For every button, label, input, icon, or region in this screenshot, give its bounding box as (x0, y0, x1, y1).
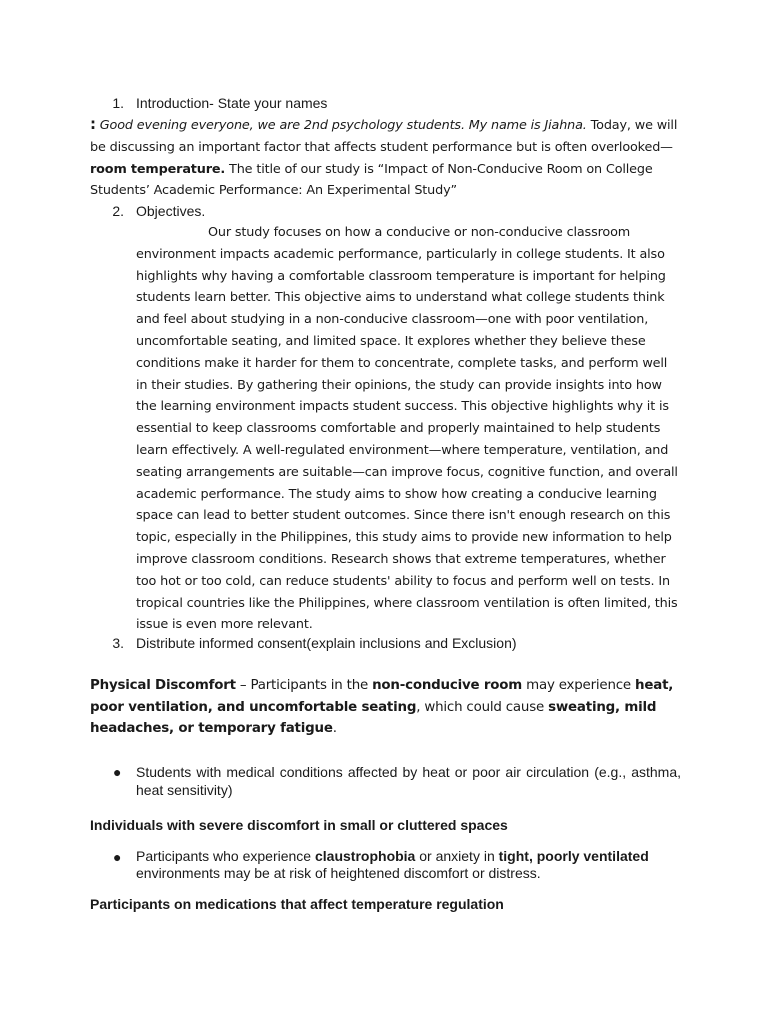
objectives-paragraph (136, 222, 681, 636)
heading-medications: Participants on medications that affect temperature regulation (90, 896, 504, 912)
list-number-1: 1. (112, 95, 124, 111)
physical-text-dash: – Participants in the (235, 678, 373, 693)
intro-colon: : (90, 115, 96, 133)
physical-text-3: . (332, 721, 337, 737)
list-number-3: 3. (112, 635, 124, 651)
bullet-claustrophobia (136, 848, 681, 882)
objectives-text: Our study focuses on how a conducive or non-conducive classroom environment impacts academic performance, particularly in college students. It also highlights why having a comfortable classroom temperature is important for helping students learn better. This objective aims to understand what college students think and feel about studying in a non-conducive classroom—one with poor ventilation, uncomfortable seating, and limited space. It explores whether they believe these conditions make it harder for them to concentrate, complete tasks, and perform well in their studies. By gathering their opinions, the study can provide insights into how the learning environment impacts student success. This objective highlights why it is essential to keep classrooms comfortable and properly maintained to help students learn effectively. A well-regulated environment—where temperature, ventilation, and seating arrangements are suitable—can improve focus, cognitive function, and overall academic performance. The study aims to show how creating a conducive learning space can lead to better student outcomes. Since there isn't enough research on this topic, especially in the Philippines, this study aims to provide new information to help improve classroom conditions. Research shows that extreme temperatures, whether too hot or too cold, can reduce students' ability to focus and perform well on tests. In tropical countries like the Philippines, where classroom ventilation is often limited, this issue is even more relevant. (136, 225, 678, 633)
list-item-introduction: Introduction- State your names (136, 95, 328, 111)
physical-text-2: , which could cause (416, 699, 549, 715)
bullet-2-text-3: environments may be at risk of heightened discomfort or distress. (136, 865, 541, 881)
bullet-icon: ● (113, 849, 122, 865)
intro-bold-room-temperature: room temperature. (90, 161, 226, 177)
bullet-2-bold-spaces: tight, poorly ventilated (498, 848, 649, 864)
physical-bold-room: non-conducive room (372, 678, 523, 693)
list-number-2: 2. (112, 203, 124, 219)
intro-text-1: Today, we will be discussing an important factor that affects student performance but is often overlooked— (90, 118, 678, 155)
bullet-2-text-1: Participants who experience (136, 848, 315, 864)
bullet-icon: ● (113, 764, 122, 780)
physical-discomfort-title: Physical Discomfort (90, 678, 236, 693)
physical-text-1: may experience (522, 678, 636, 693)
physical-bold-symptoms: sweating, mild headaches, or temporary fatigue (90, 699, 657, 737)
physical-discomfort-paragraph (90, 675, 680, 740)
physical-bold-conditions: heat, poor ventilation, and uncomfortable seating (90, 678, 674, 715)
intro-paragraph (90, 114, 690, 202)
heading-severe-discomfort: Individuals with severe discomfort in small or cluttered spaces (90, 817, 508, 833)
bullet-2-text-2: or anxiety in (415, 848, 499, 864)
intro-text-2: The title of our study is “Impact of Non-Conducive Room on College Students’ Academic Performance: An Experimental Study” (90, 161, 653, 199)
bullet-2-bold-claustrophobia: claustrophobia (315, 848, 416, 864)
list-item-objectives: Objectives. (136, 203, 206, 219)
list-item-informed-consent: Distribute informed consent(explain inclusions and Exclusion) (136, 635, 517, 651)
intro-italic: Good evening everyone, we are 2nd psychology students. My name is Jiahna. (99, 118, 587, 133)
bullet-medical-conditions: Students with medical conditions affected by heat or poor air circulation (e.g., asthma, heat sensitivity) (136, 764, 681, 798)
